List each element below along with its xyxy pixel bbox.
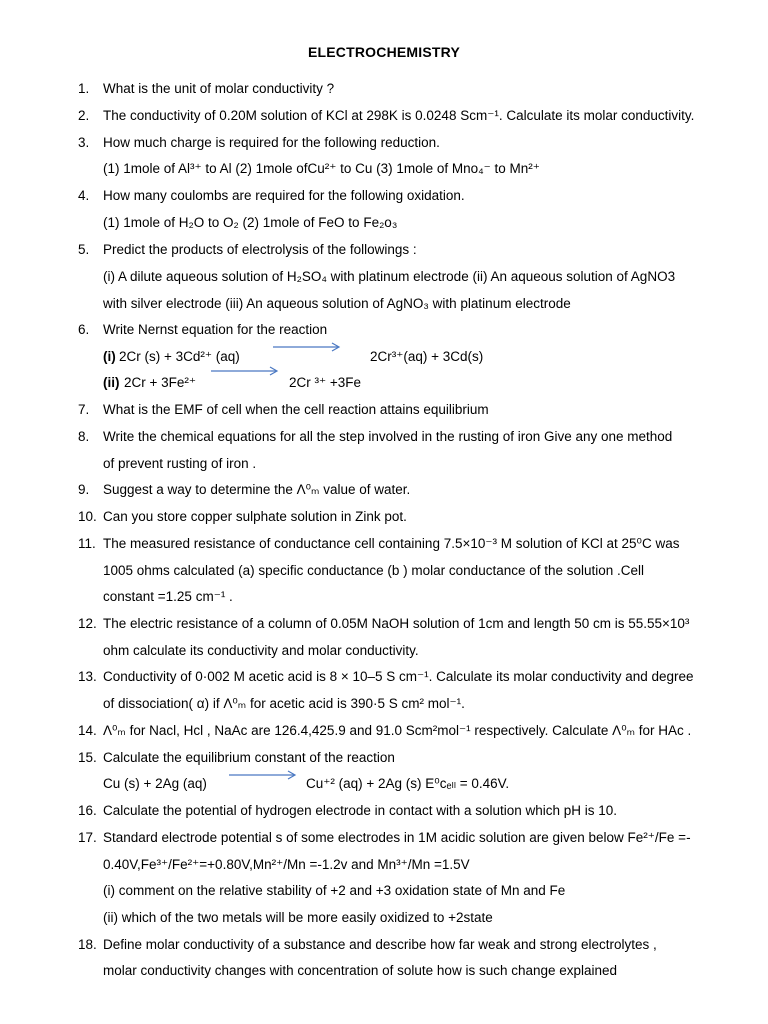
question-number: 6.: [78, 322, 90, 337]
question-text: Write the chemical equations for all the step involved in the rusting of iron Give any one method: [103, 429, 673, 444]
question-text: Suggest a way to determine the Λ⁰ₘ value of water.: [103, 482, 411, 497]
question-text: Conductivity of 0·002 M acetic acid is 8 × 10–5 S cm⁻¹. Calculate its molar conductivity and degree: [103, 669, 694, 684]
question-number: 13.: [78, 669, 97, 684]
question-text: Standard electrode potential s of some electrodes in 1M acidic solution are given below Fe²⁺/Fe =-: [103, 830, 691, 845]
reaction-arrow-icon: [228, 769, 298, 781]
reaction-reactants: 2Cr + 3Fe²⁺: [124, 375, 197, 390]
question-number: 7.: [78, 402, 90, 417]
question-number: 5.: [78, 242, 90, 257]
question-text: Predict the products of electrolysis of the followings :: [103, 242, 417, 257]
reaction-reactants: Cu (s) + 2Ag (aq): [103, 776, 207, 791]
question-text-continued: (i) A dilute aqueous solution of H₂SO₄ with platinum electrode (ii) An aqueous solution of AgNO3: [103, 269, 676, 284]
question-number: 2.: [78, 108, 90, 123]
question-text: The conductivity of 0.20M solution of KCl at 298K is 0.0248 Scm⁻¹. Calculate its molar conductivity.: [103, 108, 695, 123]
question-text: The electric resistance of a column of 0.05M NaOH solution of 1cm and length 50 cm is 55.55×10³: [103, 616, 690, 631]
question-number: 4.: [78, 188, 90, 203]
page-title: ELECTROCHEMISTRY: [307, 44, 461, 60]
question-text-continued: of prevent rusting of iron .: [103, 456, 257, 471]
question-number: 8.: [78, 429, 90, 444]
reaction-arrow-icon: [210, 365, 280, 377]
question-text-continued: molar conductivity changes with concentration of solute how is such change explained: [103, 963, 618, 978]
question-number: 16.: [78, 803, 97, 818]
question-text-continued: (1) 1mole of H₂O to O₂ (2) 1mole of FeO to Fe₂o₃: [103, 215, 398, 230]
question-text-continued: (ii) which of the two metals will be more easily oxidized to +2state: [103, 910, 493, 925]
question-text-continued: ohm calculate its conductivity and molar conductivity.: [103, 643, 419, 658]
reaction-label: (ii): [103, 375, 120, 390]
question-number: 10.: [78, 509, 97, 524]
question-text: Define molar conductivity of a substance and describe how far weak and strong electrolytes ,: [103, 937, 657, 952]
question-number: 1.: [78, 81, 90, 96]
question-number: 12.: [78, 616, 97, 631]
question-number: 14.: [78, 723, 97, 738]
question-number: 15.: [78, 750, 97, 765]
reaction-label: (i): [103, 349, 116, 364]
reaction-products: 2Cr³⁺(aq) + 3Cd(s): [370, 349, 484, 364]
question-text: How much charge is required for the following reduction.: [103, 135, 440, 150]
question-text-continued: (1) 1mole of Al³⁺ to Al (2) 1mole ofCu²⁺ to Cu (3) 1mole of Mno₄⁻ to Mn²⁺: [103, 161, 540, 176]
question-number: 9.: [78, 482, 90, 497]
reaction-products: Cu⁺² (aq) + 2Ag (s) E⁰ᴄₑₗₗ = 0.46V.: [306, 776, 510, 791]
question-text: Calculate the potential of hydrogen electrode in contact with a solution which pH is 10.: [103, 803, 618, 818]
question-number: 11.: [78, 536, 96, 551]
question-text: Can you store copper sulphate solution in Zink pot.: [103, 509, 407, 524]
question-text: Calculate the equilibrium constant of the reaction: [103, 750, 395, 765]
question-number: 3.: [78, 135, 90, 150]
reaction-products: 2Cr ³⁺ +3Fe: [289, 375, 362, 390]
question-text: The measured resistance of conductance cell containing 7.5×10⁻³ M solution of KCl at 25⁰C was: [103, 536, 680, 551]
question-text: What is the EMF of cell when the cell reaction attains equilibrium: [103, 402, 489, 417]
question-text-continued: 1005 ohms calculated (a) specific conductance (b ) molar conductance of the solution .Cell: [103, 563, 645, 578]
question-text-continued: 0.40V,Fe³⁺/Fe²⁺=+0.80V,Mn²⁺/Mn =-1.2v and Mn³⁺/Mn =1.5V: [103, 857, 470, 872]
question-text: How many coulombs are required for the following oxidation.: [103, 188, 465, 203]
question-text: What is the unit of molar conductivity ?: [103, 81, 335, 96]
question-text-continued: with silver electrode (iii) An aqueous solution of AgNO₃ with platinum electrode: [103, 296, 571, 311]
question-number: 17.: [78, 830, 97, 845]
question-number: 18.: [78, 937, 97, 952]
question-text-continued: of dissociation( α) if Λ⁰ₘ for acetic acid is 390·5 S cm² mol⁻¹.: [103, 696, 465, 711]
question-text: Λ⁰ₘ for Nacl, Hcl , NaAc are 126.4,425.9 and 91.0 Scm²mol⁻¹ respectively. Calculate Λ⁰ₘ for HAc .: [103, 723, 692, 738]
question-text-continued: (i) comment on the relative stability of +2 and +3 oxidation state of Mn and Fe: [103, 883, 566, 898]
question-text-continued: constant =1.25 cm⁻¹ .: [103, 589, 233, 604]
question-text: Write Nernst equation for the reaction: [103, 322, 328, 337]
reaction-arrow-icon: [272, 341, 342, 353]
reaction-reactants: 2Cr (s) + 3Cd²⁺ (aq): [119, 349, 240, 364]
